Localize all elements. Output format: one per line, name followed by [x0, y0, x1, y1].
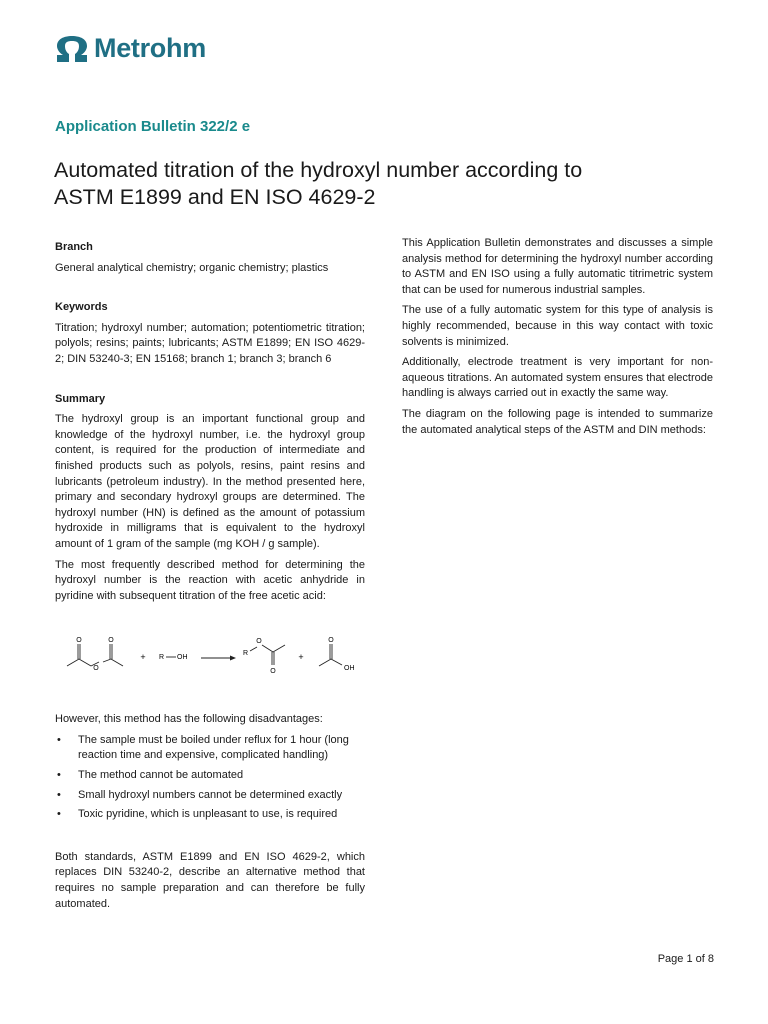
summary-paragraph-1: The hydroxyl group is an important functional group and knowledge of the hydroxyl number, i.e. the hydroxyl group content, is required for the production of intermediate and finished products such as polyols, resins, paint resins and lubricants (petroleum industry). In the method presented here, primary and secondary hydroxyl groups are determined. The hydroxyl number (HN) is defined as the amount of potassium hydroxide in milligrams that is equivalent to the hydroxyl amount of 1 gram of the sample (mg KOH / g sample).	[55, 413, 365, 550]
atom-o-2: O	[108, 637, 114, 645]
metrohm-omega-icon	[54, 35, 90, 63]
plus-sign-1: +	[140, 652, 146, 663]
intro-paragraph-1: This Application Bulletin demonstrates and discusses a simple analysis method for determining the hydroxyl number according to ASTM and EN ISO using a fully automatic titrimetric system that can be used for numerous industrial samples.	[402, 237, 713, 296]
left-column	[55, 240, 365, 917]
bulletin-number: Application Bulletin 322/2 e	[55, 118, 251, 135]
atom-o-6: O	[328, 637, 334, 645]
right-column	[402, 236, 713, 443]
list-item: • The sample must be boiled under reflux for 1 hour (long reaction time and expensive, complicated handling)	[55, 733, 365, 764]
intro-paragraph-2: The use of a fully automatic system for this type of analysis is highly recommended, because in this way contact with toxic solvents is minimized.	[402, 304, 713, 348]
disadvantages-list	[55, 733, 365, 823]
summary-heading: Summary	[55, 392, 106, 405]
summary-section	[55, 392, 365, 605]
summary-paragraph-2: The most frequently described method for determining the hydroxyl number is the reaction with acetic anhydride in pyridine with subsequent titration of the free acetic acid:	[55, 558, 365, 602]
intro-paragraph-3: Additionally, electrode treatment is very important for non-aqueous titrations. An automated system ensures that electrode handling is always carried out in exactly the same way.	[402, 356, 713, 400]
disadvantages-intro: However, this method has the following disadvantages:	[55, 713, 323, 726]
metrohm-logo	[54, 33, 206, 64]
logo-text: Metrohm	[94, 33, 206, 63]
branch-heading: Branch	[55, 241, 93, 253]
document-title	[54, 157, 714, 211]
atom-o-3: O	[93, 665, 99, 673]
intro-paragraph-4: The diagram on the following page is intended to summarize the automated analytical steps of the ASTM and DIN methods:	[402, 407, 713, 436]
branch-section	[55, 240, 365, 276]
page-number: Page 1 of 8	[657, 953, 714, 965]
list-item: • Small hydroxyl numbers cannot be determined exactly	[55, 788, 365, 804]
plus-sign-2: +	[298, 652, 304, 663]
acetic-acid-structure	[319, 644, 342, 666]
list-item: • The method cannot be automated	[55, 768, 365, 784]
title-line-1: Automated titration of the hydroxyl number according to	[54, 158, 583, 182]
atom-o-5: O	[270, 668, 276, 676]
atom-r-1: R	[159, 654, 165, 662]
reaction-arrow	[201, 656, 236, 661]
acetic-anhydride-structure	[67, 644, 123, 666]
reaction-scheme	[55, 622, 365, 692]
atom-r-2: R	[243, 650, 249, 658]
branch-text: General analytical chemistry; organic chemistry; plastics	[55, 261, 329, 274]
title-line-2: ASTM E1899 and EN ISO 4629-2	[54, 185, 376, 209]
atom-oh-1: OH	[177, 654, 188, 662]
list-item: • Toxic pyridine, which is unpleasant to use, is required	[55, 807, 365, 823]
standards-paragraph: Both standards, ASTM E1899 and EN ISO 4629-2, which replaces DIN 53240-2, describe an alternative method that requires no sample preparation and can therefore be fully automated.	[55, 850, 365, 910]
atom-o-1: O	[76, 637, 82, 645]
keywords-section	[55, 300, 365, 367]
atom-o-4: O	[256, 638, 262, 646]
ester-structure	[250, 645, 285, 665]
keywords-text: Titration; hydroxyl number; automation; potentiometric titration; polyols; resins; paints; lubricants; ASTM E1899; EN ISO 4629-2; DIN 53240-3; EN 15168; branch 1; branch 3; branch 6	[55, 321, 365, 365]
keywords-heading: Keywords	[55, 301, 108, 314]
atom-oh-2: OH	[344, 665, 355, 673]
